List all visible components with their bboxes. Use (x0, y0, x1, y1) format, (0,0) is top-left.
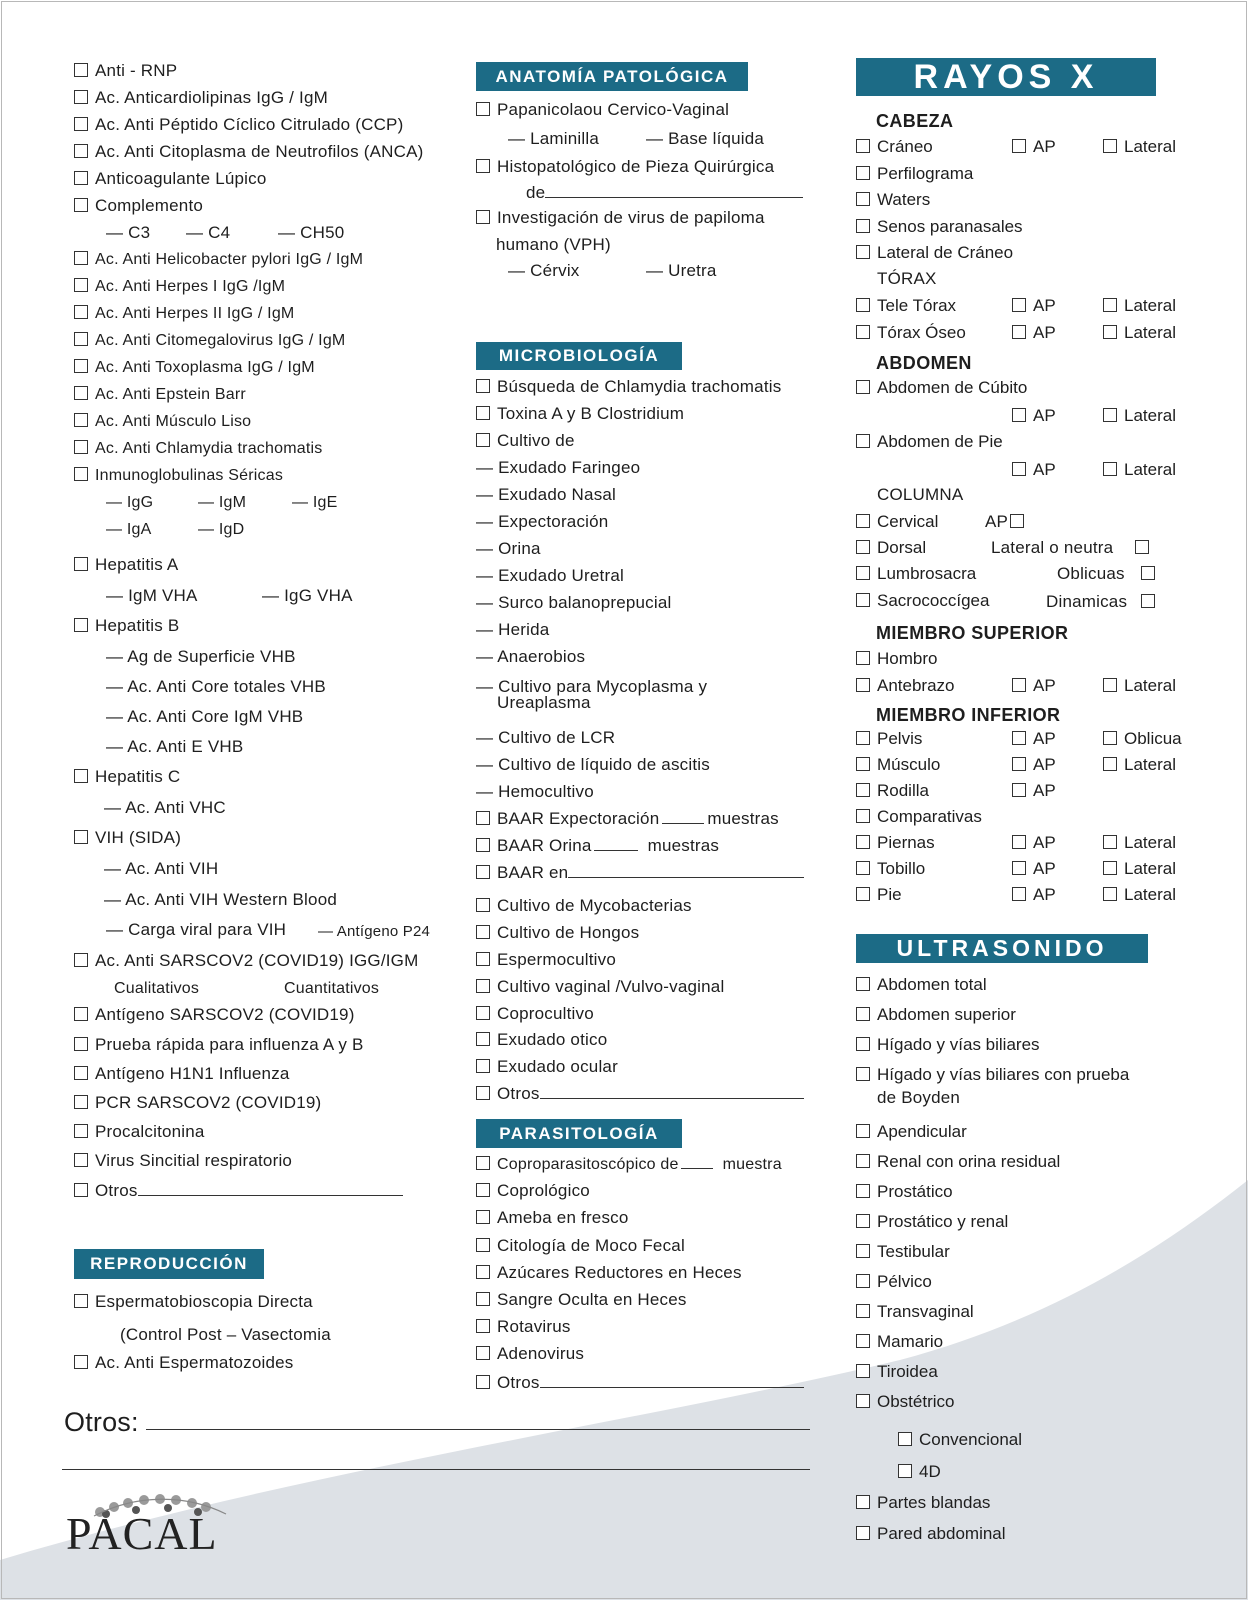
item-baar-expectoracion[interactable]: BAAR Expectoración muestras (476, 809, 779, 829)
rx-abdomen-cubito[interactable]: Abdomen de Cúbito (856, 378, 1027, 398)
item-rotavirus[interactable]: Rotavirus (476, 1317, 571, 1337)
item-anticardiolipinas[interactable]: Ac. Anticardiolipinas IgG / IgM (74, 88, 328, 108)
us-apendicular[interactable]: Apendicular (856, 1122, 967, 1142)
item-complemento[interactable]: Complemento (74, 196, 203, 216)
rx-rodilla-ap[interactable]: AP (1012, 781, 1056, 801)
us-pelvico[interactable]: Pélvico (856, 1272, 932, 1292)
label-cualitativos: Cualitativos (114, 980, 200, 997)
rx-craneo[interactable]: Cráneo (856, 137, 933, 157)
sub-cabeza: CABEZA (876, 111, 954, 131)
item-otros-col1[interactable]: Otros (74, 1181, 403, 1201)
item-chlamydia[interactable]: Ac. Anti Chlamydia trachomatis (74, 439, 322, 459)
rx-abdomen-cubito-lateral[interactable]: Lateral (1103, 406, 1176, 426)
rx-craneo-ap[interactable]: AP (1012, 137, 1056, 157)
sub-ch50[interactable]: — CH50 (278, 223, 344, 243)
item-inmunoglobulinas[interactable]: Inmunoglobulinas Séricas (74, 466, 283, 486)
sub-anti-vih[interactable]: — Ac. Anti VIH (104, 859, 218, 879)
item-papanicolaou[interactable]: Papanicolaou Cervico-Vaginal (476, 100, 729, 120)
item-helicobacter[interactable]: Ac. Anti Helicobacter pylori IgG / IgM (74, 250, 363, 270)
us-transvaginal[interactable]: Transvaginal (856, 1302, 974, 1322)
us-abdomen-superior[interactable]: Abdomen superior (856, 1005, 1016, 1025)
item-citomegalovirus[interactable]: Ac. Anti Citomegalovirus IgG / IgM (74, 331, 345, 351)
rx-dorsal[interactable]: Dorsal (856, 538, 926, 558)
rx-rodilla[interactable]: Rodilla (856, 781, 929, 801)
sub-c4[interactable]: — C4 (186, 223, 230, 243)
rx-waters[interactable]: Waters (856, 190, 930, 210)
us-abdomen-total[interactable]: Abdomen total (856, 975, 987, 995)
sub-igm-vha[interactable]: — IgM VHA (106, 586, 198, 606)
sub-cervix[interactable]: — Cérvix (508, 261, 580, 281)
item-covid-ac[interactable]: Ac. Anti SARSCOV2 (COVID19) IGG/IGM (74, 951, 418, 971)
sub-orina[interactable]: — Orina (476, 539, 541, 559)
sub-hemocultivo[interactable]: — Hemocultivo (476, 782, 594, 802)
item-herpes-1[interactable]: Ac. Anti Herpes I IgG /IgM (74, 277, 285, 297)
rx-musculo-lateral[interactable]: Lateral (1103, 755, 1176, 775)
rx-tobillo[interactable]: Tobillo (856, 859, 925, 879)
histopatologico-de[interactable]: de (526, 183, 803, 203)
item-coprologico[interactable]: Coprológico (476, 1181, 590, 1201)
header-microbiologia: MICROBIOLOGÍA (476, 342, 682, 370)
us-partes-blandas[interactable]: Partes blandas (856, 1493, 990, 1513)
us-pared-abdominal[interactable]: Pared abdominal (856, 1524, 1006, 1544)
rx-abdomen-cubito-ap[interactable]: AP (1012, 406, 1056, 426)
us-boyden[interactable]: Hígado y vías biliares con prueba (856, 1065, 1129, 1085)
item-anca[interactable]: Ac. Anti Citoplasma de Neutrofilos (ANCA) (74, 142, 424, 162)
sub-iga[interactable]: — IgA (106, 520, 151, 540)
rx-sacrococcigea[interactable]: Sacrococcígea (856, 591, 989, 611)
sub-anaerobios[interactable]: — Anaerobios (476, 647, 585, 667)
us-prostatico[interactable]: Prostático (856, 1182, 953, 1202)
header-ultrasonido: ULTRASONIDO (856, 934, 1148, 963)
us-testibular[interactable]: Testibular (856, 1242, 950, 1262)
item-toxoplasma[interactable]: Ac. Anti Toxoplasma IgG / IgM (74, 358, 315, 378)
rx-antebrazo[interactable]: Antebrazo (856, 676, 955, 696)
sub-igg-vha[interactable]: — IgG VHA (262, 586, 353, 606)
sub-anti-vhc[interactable]: — Ac. Anti VHC (104, 798, 226, 818)
item-vih[interactable]: VIH (SIDA) (74, 828, 181, 848)
rx-tobillo-ap[interactable]: AP (1012, 859, 1056, 879)
item-adenovirus[interactable]: Adenovirus (476, 1344, 584, 1364)
sub-ag-superficie[interactable]: — Ag de Superficie VHB (106, 647, 296, 667)
item-hepatitis-b[interactable]: Hepatitis B (74, 616, 179, 636)
otros-micro-line[interactable] (540, 1084, 804, 1099)
sub-igm[interactable]: — IgM (198, 493, 246, 513)
rx-comparativas[interactable]: Comparativas (856, 807, 982, 827)
item-hepatitis-c[interactable]: Hepatitis C (74, 767, 180, 787)
item-histopatologico[interactable]: Histopatológico de Pieza Quirúrgica (476, 157, 774, 177)
label-cuantitativos: Cuantitativos (284, 980, 380, 997)
rx-craneo-lateral[interactable]: Lateral (1103, 137, 1176, 157)
otros-footer-line2[interactable] (62, 1469, 810, 1470)
logo-pacal: PACAL (66, 1508, 218, 1559)
histopatologico-line[interactable] (545, 183, 803, 198)
sub-mycoplasma-line2: Ureaplasma (497, 693, 591, 712)
rx-senos[interactable]: Senos paranasales (856, 217, 1023, 237)
rx-torax-oseo-ap[interactable]: AP (1012, 323, 1056, 343)
item-pcr-covid[interactable]: PCR SARSCOV2 (COVID19) (74, 1093, 321, 1113)
rx-perfilograma[interactable]: Perfilograma (856, 164, 973, 184)
sub-carga-viral[interactable]: — Carga viral para VIH (106, 920, 286, 940)
rx-lumbrosacra[interactable]: Lumbrosacra (856, 564, 976, 584)
item-cultivo-de[interactable]: Cultivo de (476, 431, 575, 451)
note-vasectomia: (Control Post – Vasectomia (120, 1325, 331, 1344)
rx-tele-torax[interactable]: Tele Tórax (856, 296, 956, 316)
sub-anti-e[interactable]: — Ac. Anti E VHB (106, 737, 243, 757)
sub-antigeno-p24[interactable]: — Antígeno P24 (318, 922, 430, 942)
item-vsr[interactable]: Virus Sincitial respiratorio (74, 1151, 292, 1171)
item-procalcitonina[interactable]: Procalcitonina (74, 1122, 205, 1142)
sub-ige[interactable]: — IgE (292, 493, 337, 513)
us-tiroidea[interactable]: Tiroidea (856, 1362, 938, 1382)
rx-tele-torax-ap[interactable]: AP (1012, 296, 1056, 316)
item-hongos[interactable]: Cultivo de Hongos (476, 923, 639, 943)
sub-torax: TÓRAX (877, 269, 937, 288)
rx-tobillo-lateral[interactable]: Lateral (1103, 859, 1176, 879)
rx-antebrazo-ap[interactable]: AP (1012, 676, 1056, 696)
rx-abdomen-pie[interactable]: Abdomen de Pie (856, 432, 1003, 452)
sub-lcr[interactable]: — Cultivo de LCR (476, 728, 615, 748)
otros-footer-label: Otros: (64, 1407, 139, 1437)
item-otros-micro[interactable]: Otros (476, 1084, 804, 1104)
sub-base-liquida[interactable]: — Base líquida (646, 129, 764, 149)
rx-tele-torax-lateral[interactable]: Lateral (1103, 296, 1176, 316)
rx-abdomen-pie-lateral[interactable]: Lateral (1103, 460, 1176, 480)
header-reproduccion: REPRODUCCIÓN (74, 1249, 264, 1279)
rx-lateral-neutra[interactable]: Lateral o neutra (991, 538, 1149, 558)
item-espermocultivo[interactable]: Espermocultivo (476, 950, 616, 970)
item-ac-espermatozoides[interactable]: Ac. Anti Espermatozoides (74, 1353, 294, 1373)
otros-parasito-line[interactable] (540, 1373, 804, 1388)
item-chlamydia-busqueda[interactable]: Búsqueda de Chlamydia trachomatis (476, 377, 781, 397)
item-musculo-liso[interactable]: Ac. Anti Músculo Liso (74, 412, 251, 432)
sub-expectoracion[interactable]: — Expectoración (476, 512, 608, 532)
item-epstein-barr[interactable]: Ac. Anti Epstein Barr (74, 385, 246, 405)
item-influenza[interactable]: Prueba rápida para influenza A y B (74, 1035, 364, 1055)
item-baar-en[interactable]: BAAR en (476, 863, 804, 883)
us-boyden-line2: de Boyden (877, 1088, 961, 1107)
us-renal[interactable]: Renal con orina residual (856, 1152, 1060, 1172)
item-sangre-oculta[interactable]: Sangre Oculta en Heces (476, 1290, 687, 1310)
sub-miembro-inferior: MIEMBRO INFERIOR (876, 705, 1061, 725)
rx-pie[interactable]: Pie (856, 885, 902, 905)
vph-line2: humano (VPH) (496, 235, 611, 254)
item-baar-orina[interactable]: BAAR Orina muestras (476, 836, 719, 856)
sub-herida[interactable]: — Herida (476, 620, 549, 640)
item-cultivo-vaginal[interactable]: Cultivo vaginal /Vulvo-vaginal (476, 977, 724, 997)
item-mycobacterias[interactable]: Cultivo de Mycobacterias (476, 896, 692, 916)
baar-expectoracion-line[interactable] (662, 809, 704, 824)
rx-cervical[interactable]: Cervical (856, 512, 938, 532)
us-obstetrico[interactable]: Obstétrico (856, 1392, 954, 1412)
baar-en-line[interactable] (568, 863, 804, 878)
sub-igd[interactable]: — IgD (198, 520, 244, 540)
item-exudado-otico[interactable]: Exudado otico (476, 1030, 607, 1050)
item-anticoagulante[interactable]: Anticoagulante Lúpico (74, 169, 267, 189)
header-rayos-x: RAYOS X (856, 58, 1156, 96)
rx-antebrazo-lateral[interactable]: Lateral (1103, 676, 1176, 696)
rx-musculo[interactable]: Músculo (856, 755, 940, 775)
item-espermatobioscopia[interactable]: Espermatobioscopia Directa (74, 1292, 313, 1312)
rx-abdomen-pie-ap[interactable]: AP (1012, 460, 1056, 480)
sub-miembro-superior: MIEMBRO SUPERIOR (876, 623, 1069, 643)
item-vph[interactable]: Investigación de virus de papiloma (476, 208, 765, 228)
sub-mycoplasma[interactable]: — Cultivo para Mycoplasma y (476, 677, 707, 697)
sub-columna: COLUMNA (877, 485, 964, 504)
sub-core-totales[interactable]: — Ac. Anti Core totales VHB (106, 677, 326, 697)
otros-col1-line[interactable] (138, 1181, 403, 1196)
item-ameba[interactable]: Ameba en fresco (476, 1208, 629, 1228)
rx-dinamicas[interactable]: Dinamicas (1046, 592, 1155, 612)
item-h1n1[interactable]: Antígeno H1N1 Influenza (74, 1064, 290, 1084)
rx-pelvis-ap[interactable]: AP (1012, 729, 1056, 749)
sub-c3[interactable]: — C3 (106, 223, 150, 243)
sub-ascitis[interactable]: — Cultivo de líquido de ascitis (476, 755, 710, 775)
rx-oblicuas[interactable]: Oblicuas (1057, 564, 1155, 584)
header-parasitologia: PARASITOLOGÍA (476, 1119, 682, 1148)
us-mamario[interactable]: Mamario (856, 1332, 943, 1352)
rx-pie-lateral[interactable]: Lateral (1103, 885, 1176, 905)
us-prostatico-renal[interactable]: Prostático y renal (856, 1212, 1008, 1232)
sub-exudado-nasal[interactable]: — Exudado Nasal (476, 485, 616, 505)
rx-torax-oseo[interactable]: Tórax Óseo (856, 323, 966, 343)
sub-igg[interactable]: — IgG (106, 493, 153, 513)
coproparasitoscopico-line[interactable] (681, 1154, 713, 1169)
rx-musculo-ap[interactable]: AP (1012, 755, 1056, 775)
rx-lateral-craneo[interactable]: Lateral de Cráneo (856, 243, 1013, 263)
rx-cervical-ap[interactable]: AP (985, 512, 1024, 532)
header-anatomia: ANATOMÍA PATOLÓGICA (476, 62, 748, 91)
item-antigeno-covid[interactable]: Antígeno SARSCOV2 (COVID19) (74, 1005, 355, 1025)
item-coprocultivo[interactable]: Coprocultivo (476, 1004, 594, 1024)
rx-torax-oseo-lateral[interactable]: Lateral (1103, 323, 1176, 343)
item-toxina-clostridium[interactable]: Toxina A y B Clostridium (476, 404, 684, 424)
item-herpes-2[interactable]: Ac. Anti Herpes II IgG / IgM (74, 304, 294, 324)
sub-laminilla[interactable]: — Laminilla (508, 129, 599, 149)
rx-piernas-ap[interactable]: AP (1012, 833, 1056, 853)
item-ccp[interactable]: Ac. Anti Péptido Cíclico Citrulado (CCP) (74, 115, 403, 135)
otros-footer-line1[interactable] (146, 1429, 810, 1430)
sub-abdomen: ABDOMEN (876, 353, 972, 373)
rx-pelvis[interactable]: Pelvis (856, 729, 922, 749)
item-hepatitis-a[interactable]: Hepatitis A (74, 555, 178, 575)
us-higado[interactable]: Hígado y vías biliares (856, 1035, 1040, 1055)
rx-pelvis-oblicua[interactable]: Oblicua (1103, 729, 1182, 749)
sub-western-blood[interactable]: — Ac. Anti VIH Western Blood (104, 890, 337, 910)
rx-piernas-lateral[interactable]: Lateral (1103, 833, 1176, 853)
rx-hombro[interactable]: Hombro (856, 649, 937, 669)
baar-orina-line[interactable] (594, 836, 638, 851)
item-exudado-ocular[interactable]: Exudado ocular (476, 1057, 618, 1077)
sub-exudado-faringeo[interactable]: — Exudado Faringeo (476, 458, 640, 478)
us-convencional[interactable]: Convencional (898, 1430, 1022, 1450)
item-azucares[interactable]: Azúcares Reductores en Heces (476, 1263, 742, 1283)
us-4d[interactable]: 4D (898, 1462, 941, 1482)
item-citologia-moco[interactable]: Citología de Moco Fecal (476, 1236, 685, 1256)
sub-exudado-uretral[interactable]: — Exudado Uretral (476, 566, 624, 586)
rx-piernas[interactable]: Piernas (856, 833, 935, 853)
item-coproparasitoscopico[interactable]: Coproparasitoscópico de muestra (476, 1154, 782, 1175)
item-otros-parasito[interactable]: Otros (476, 1373, 804, 1393)
sub-core-igm[interactable]: — Ac. Anti Core IgM VHB (106, 707, 303, 727)
item-anti-rnp[interactable]: Anti - RNP (74, 61, 177, 81)
sub-surco[interactable]: — Surco balanoprepucial (476, 593, 672, 613)
rx-pie-ap[interactable]: AP (1012, 885, 1056, 905)
sub-uretra[interactable]: — Uretra (646, 261, 717, 281)
